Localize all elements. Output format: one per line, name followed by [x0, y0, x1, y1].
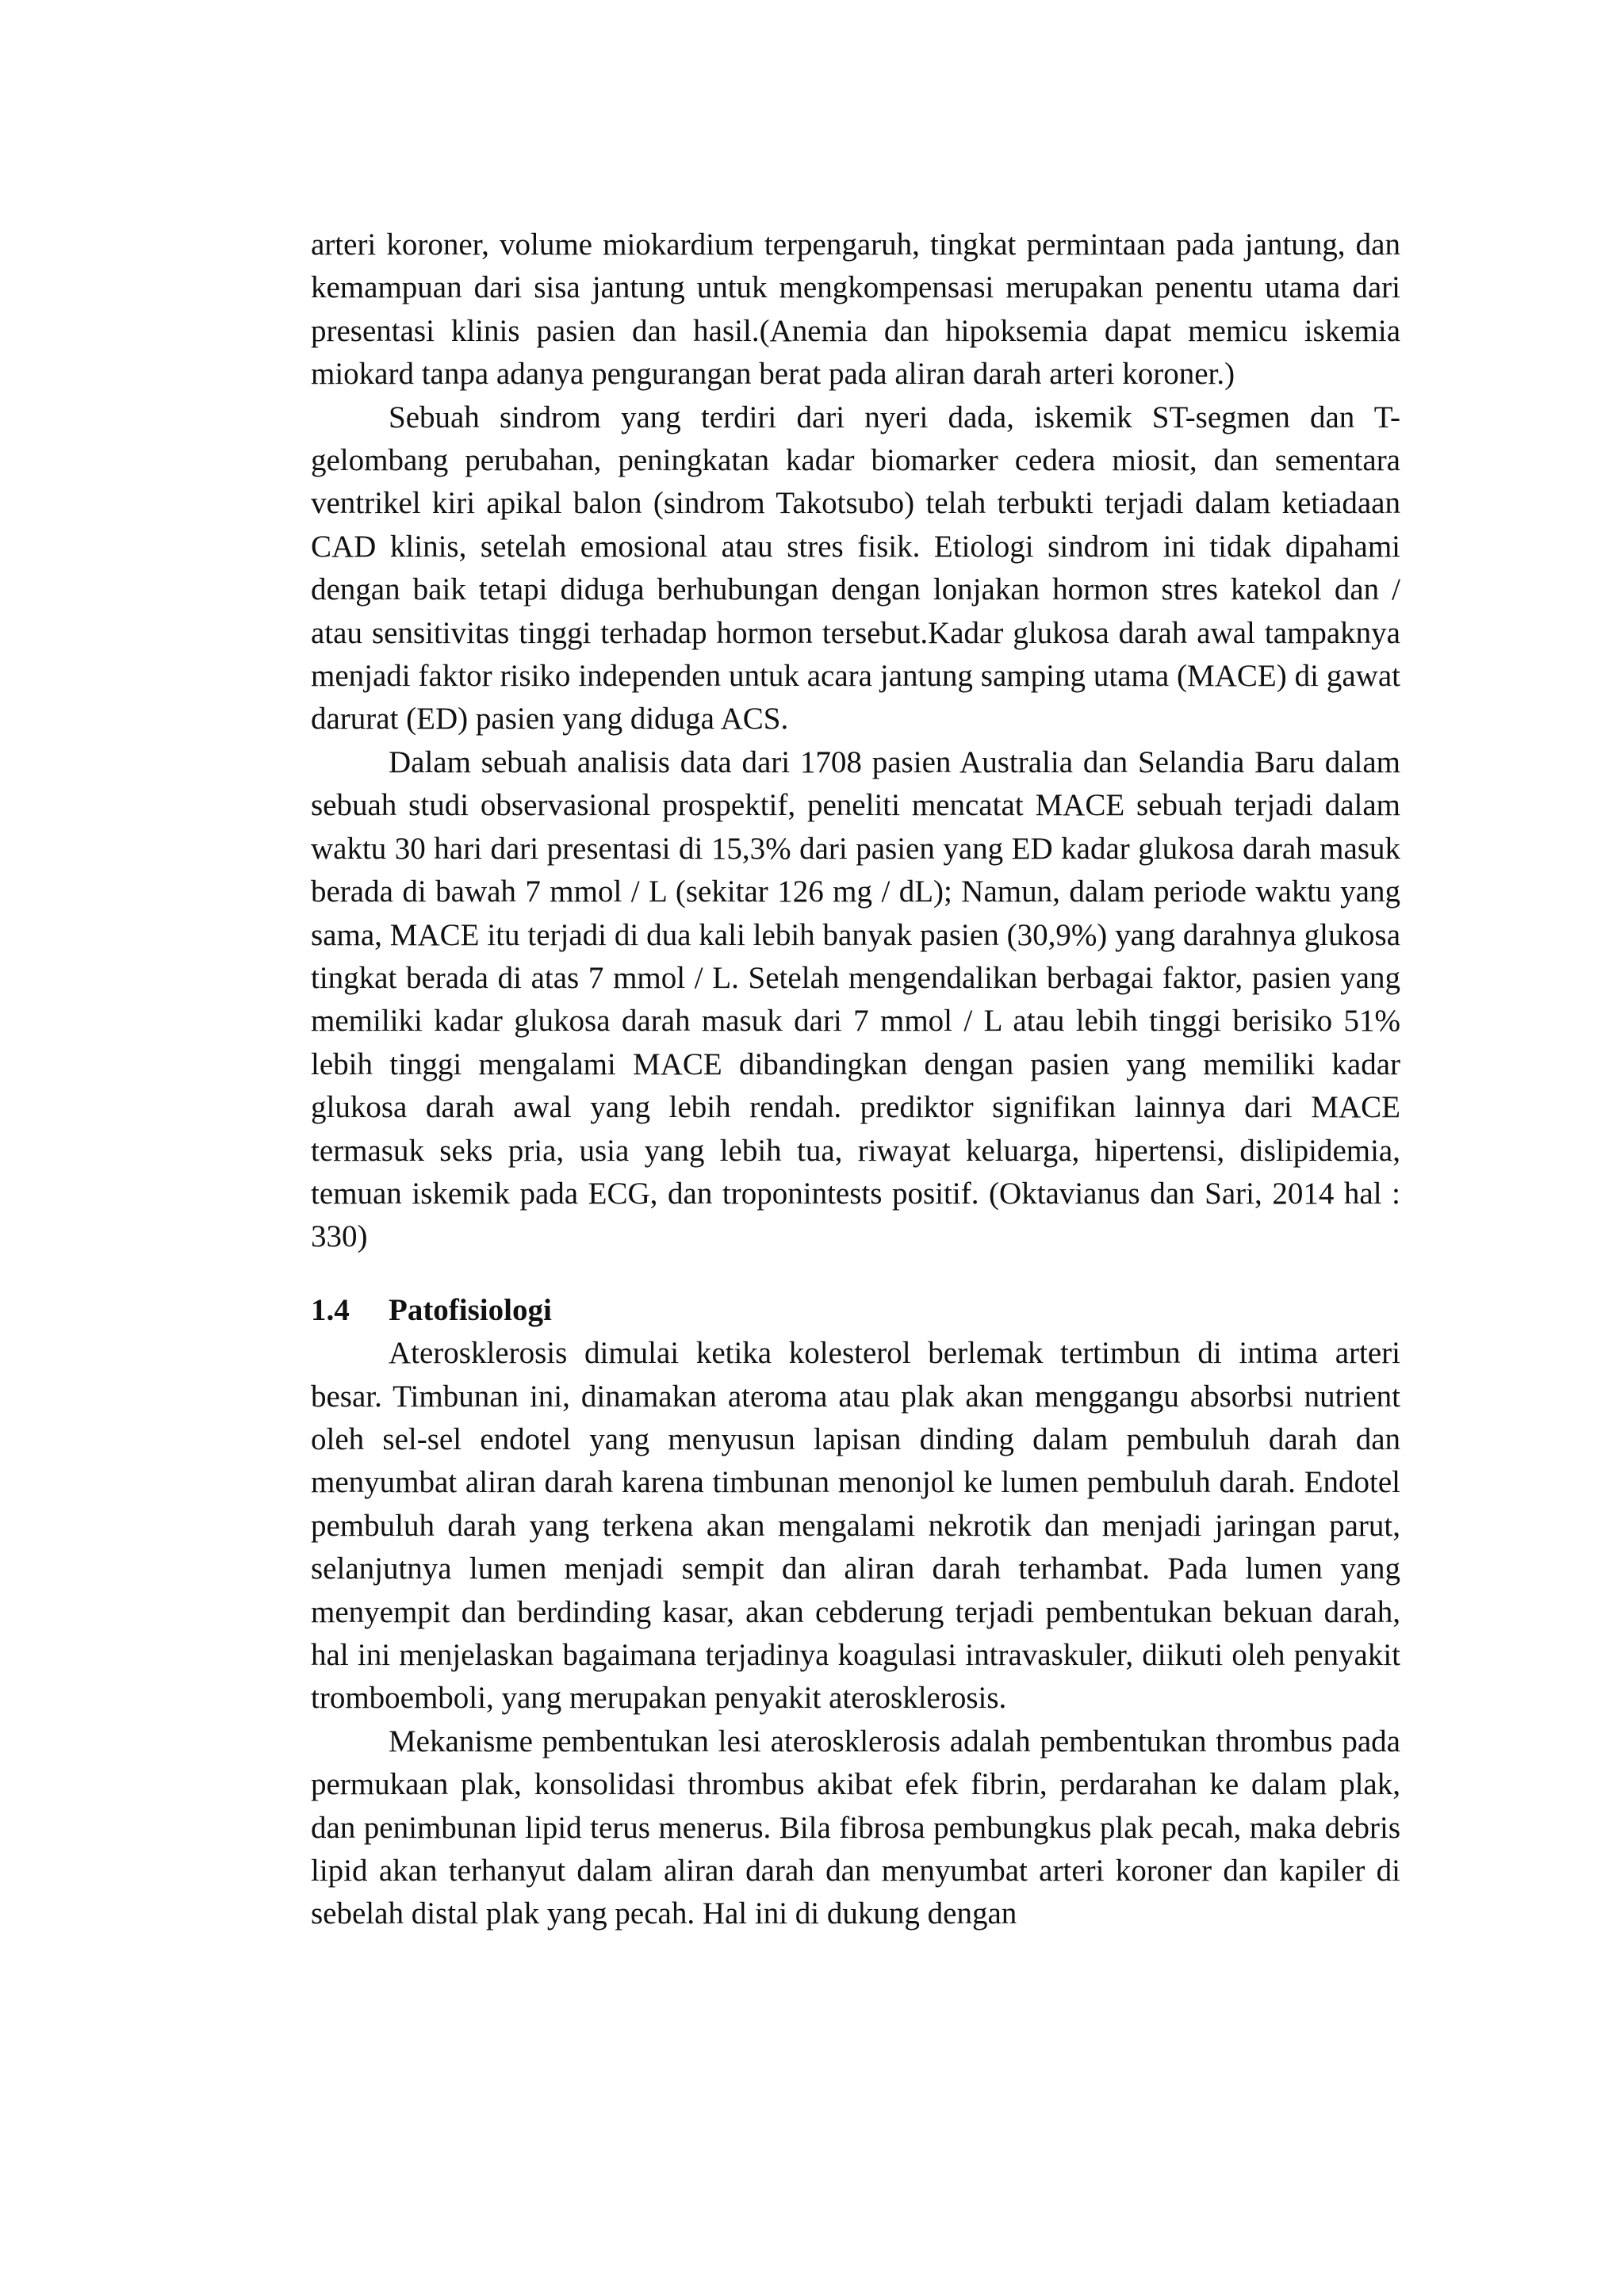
paragraph-takotsubo-syndrome: Sebuah sindrom yang terdiri dari nyeri dada, iskemik ST-segmen dan T-gelombang perubahan, peningkatan kadar biomarker cedera miosit, dan sementara ventrikel kiri apikal balon (sindrom Takotsubo) telah terbukti terjadi dalam ketiadaan CAD klinis, setelah emosional atau stres fisik. Etiologi sindrom ini tidak dipahami dengan baik tetapi diduga berhubungan dengan lonjakan hormon stres katekol dan / atau sensitivitas tinggi terhadap hormon tersebut.Kadar glukosa darah awal tampaknya menjadi faktor risiko independen untuk acara jantung samping utama (MACE) di gawat darurat (ED) pasien yang diduga ACS.	[311, 400, 1400, 737]
document-page	[311, 224, 1400, 1936]
paragraph-mekanisme-lesi: Mekanisme pembentukan lesi aterosklerosis adalah pembentukan thrombus pada permukaan plak, konsolidasi thrombus akibat efek fibrin, perdarahan ke dalam plak, dan penimbunan lipid terus menerus. Bila fibrosa pembungkus plak pecah, maka debris lipid akan terhanyut dalam aliran darah dan menyumbat arteri koroner dan kapiler di sebelah distal plak yang pecah. Hal ini di dukung dengan	[311, 1724, 1400, 1931]
paragraph-mace-analysis: Dalam sebuah analisis data dari 1708 pasien Australia dan Selandia Baru dalam sebuah studi observasional prospektif, peneliti mencatat MACE sebuah terjadi dalam waktu 30 hari dari presentasi di 15,3% dari pasien yang ED kadar glukosa darah masuk berada di bawah 7 mmol / L (sekitar 126 mg / dL); Namun, dalam periode waktu yang sama, MACE itu terjadi di dua kali lebih banyak pasien (30,9%) yang darahnya glukosa tingkat berada di atas 7 mmol / L. Setelah mengendalikan berbagai faktor, pasien yang memiliki kadar glukosa darah masuk dari 7 mmol / L atau lebih tinggi berisiko 51% lebih tinggi mengalami MACE dibandingkan dengan pasien yang memiliki kadar glukosa darah awal yang lebih rendah. prediktor signifikan lainnya dari MACE termasuk seks pria, usia yang lebih tua, riwayat keluarga, hipertensi, dislipidemia, temuan iskemik pada ECG, dan troponintests positif. (Oktavianus dan Sari, 2014 hal : 330)	[311, 744, 1400, 1254]
section-title: Patofisiologi	[389, 1292, 552, 1327]
section-heading	[311, 1289, 1400, 1332]
paragraph-aterosklerosis: Aterosklerosis dimulai ketika kolesterol berlemak tertimbun di intima arteri besar. Timbunan ini, dinamakan ateroma atau plak akan menggangu absorbsi nutrient oleh sel-sel endotel yang menyusun lapisan dinding dalam pembuluh darah dan menyumbat aliran darah karena timbunan menonjol ke lumen pembuluh darah. Endotel pembuluh darah yang terkena akan mengalami nekrotik dan menjadi jaringan parut, selanjutnya lumen menjadi sempit dan aliran darah terhambat. Pada lumen yang menyempit dan berdinding kasar, akan cebderung terjadi pembentukan bekuan darah, hal ini menjelaskan bagaimana terjadinya koagulasi intravaskuler, diikuti oleh penyakit tromboemboli, yang merupakan penyakit aterosklerosis.	[311, 1336, 1400, 1716]
section-number: 1.4	[311, 1292, 350, 1327]
paragraph-continuation: arteri koroner, volume miokardium terpengaruh, tingkat permintaan pada jantung, dan kemampuan dari sisa jantung untuk mengkompensasi merupakan penentu utama dari presentasi klinis pasien dan hasil.(Anemia dan hipoksemia dapat memicu iskemia miokard tanpa adanya pengurangan berat pada aliran darah arteri koroner.)	[311, 228, 1400, 392]
